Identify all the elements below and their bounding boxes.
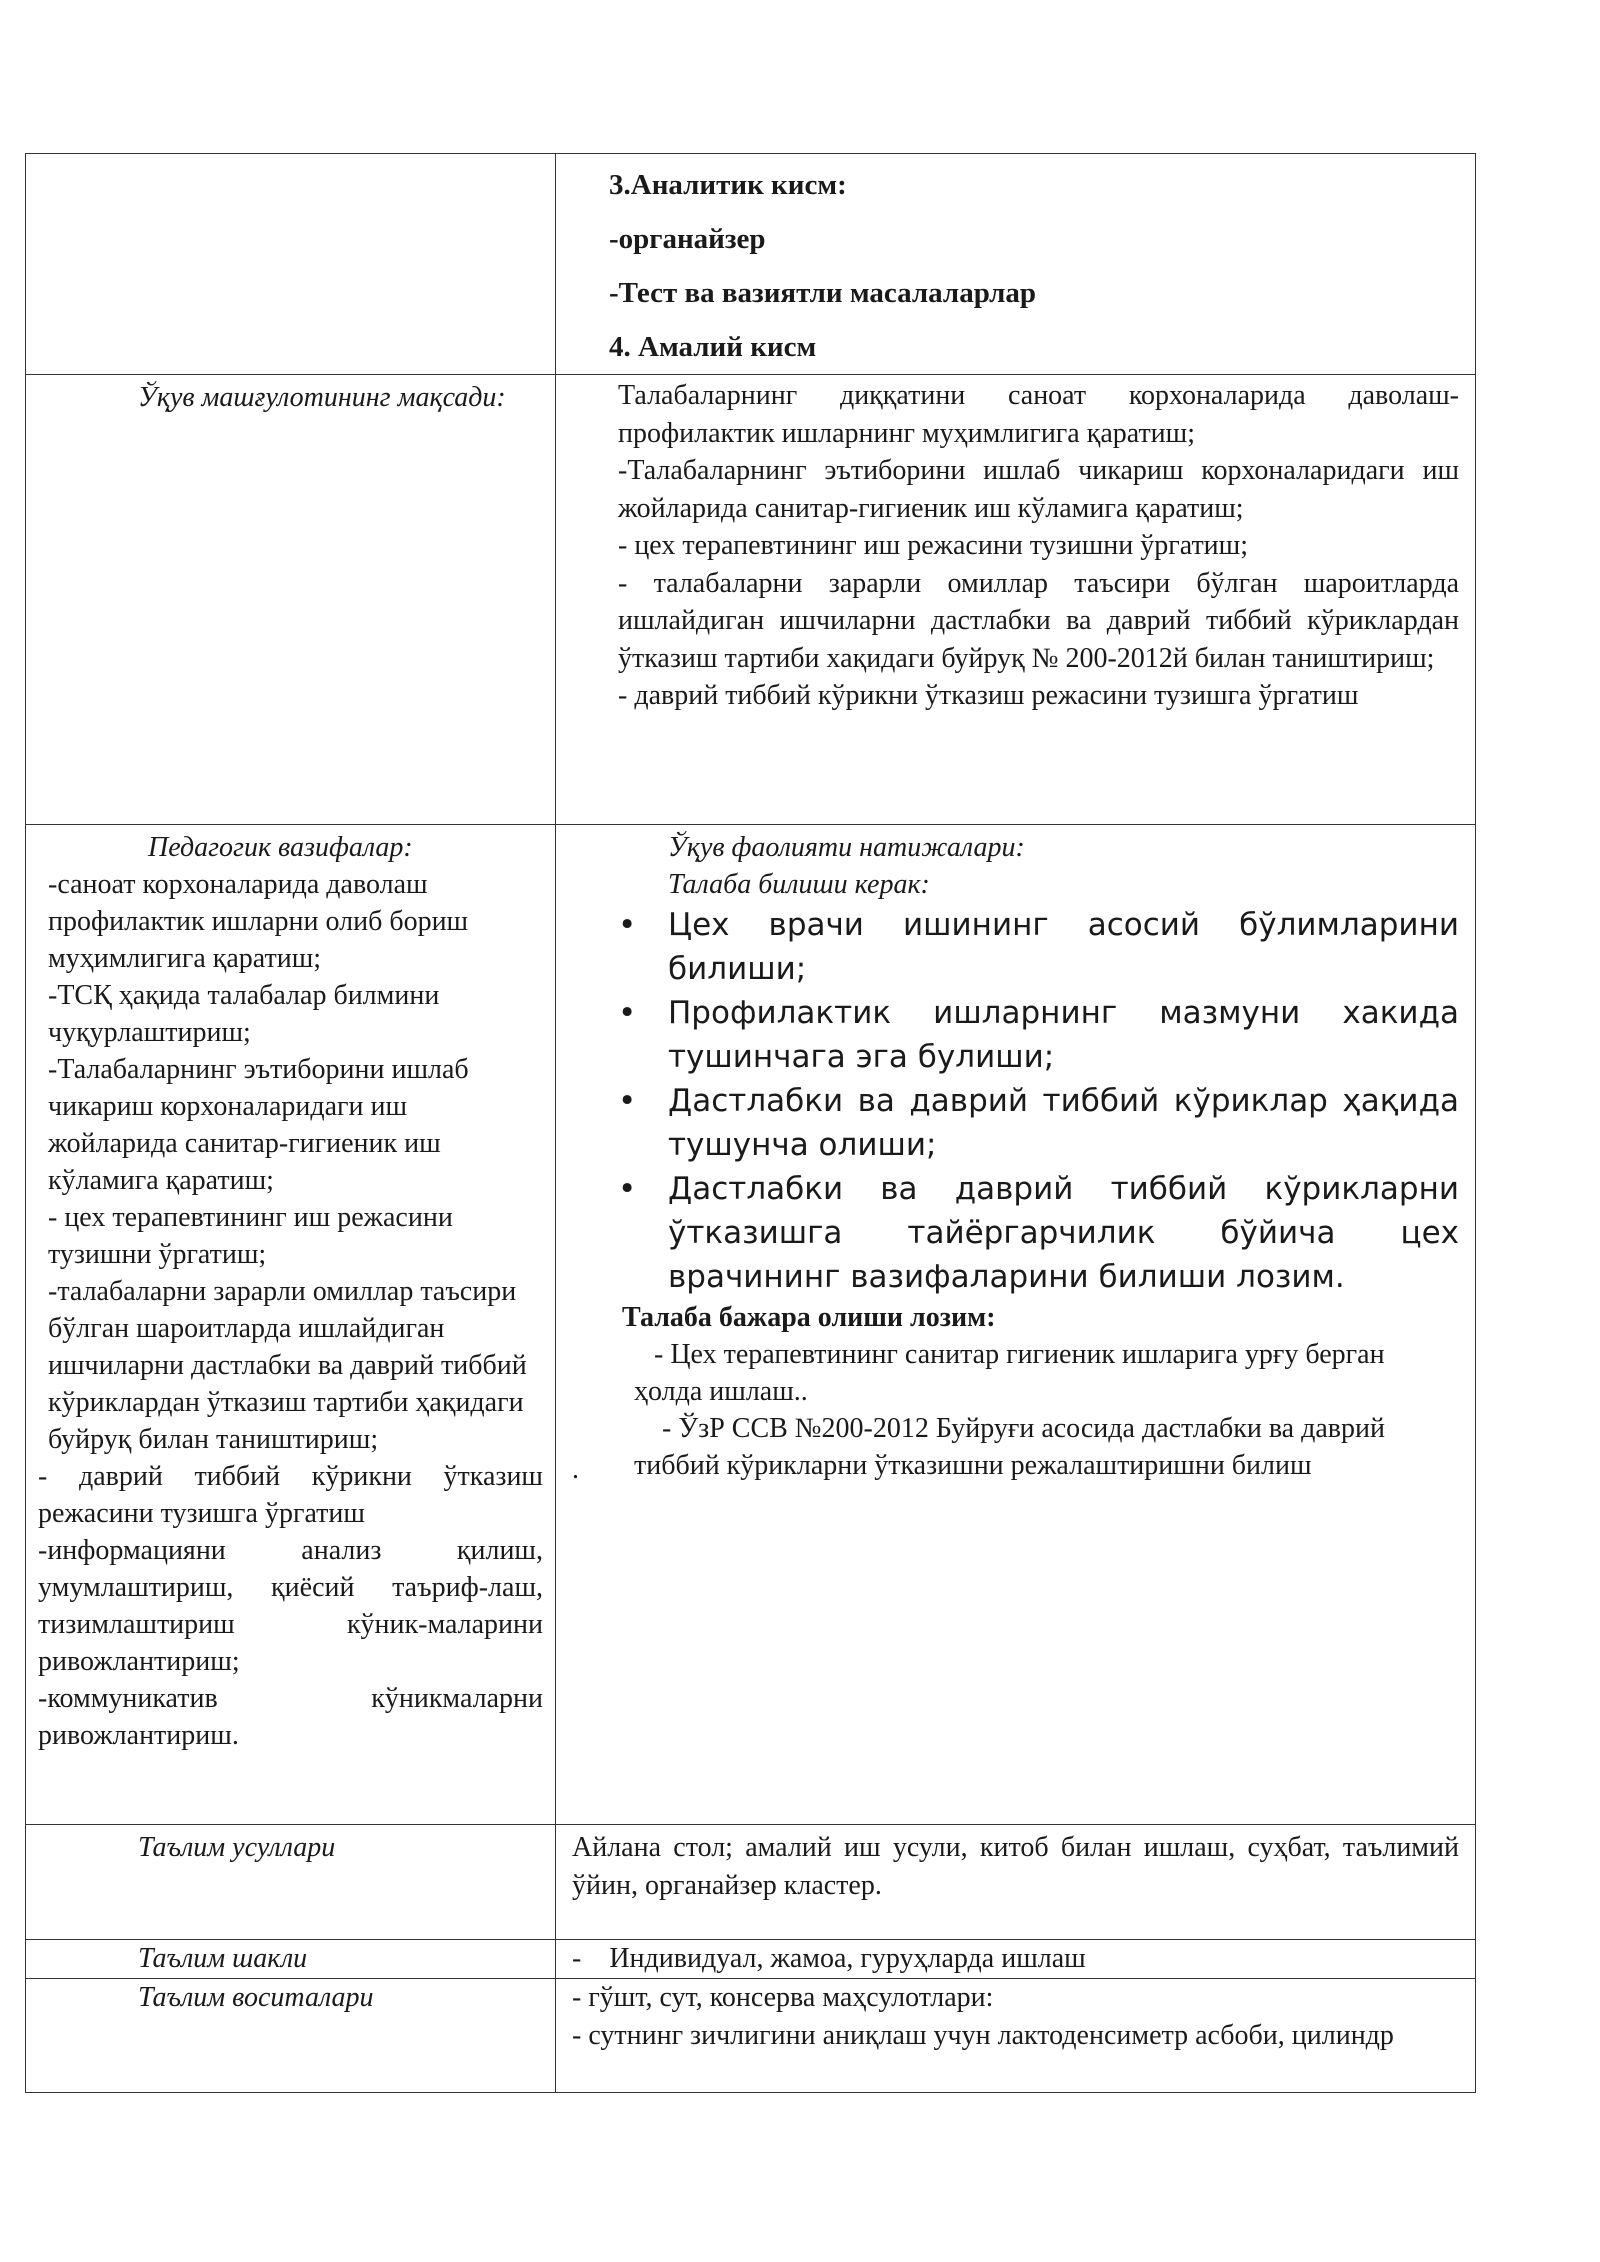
form-label-cell <box>26 1940 556 1979</box>
tools-line: - сутнинг зичлигини аниқлаш учун лактоденсиметр асбоби, цилиндр <box>572 2020 1394 2051</box>
task-item: - даврий тиббий кўрикни ўтказиш режасини тузишга ўргатиш <box>38 1461 543 1529</box>
empty-cell <box>26 154 556 375</box>
sections-cell <box>556 154 1476 375</box>
list-item: • Дастлабки ва даврий тиббий кўрикларни ўтказишга тайёргарчилик бўйича цех врачининг вазифаларини билиши лозим. <box>618 1167 1459 1299</box>
form-text-cell <box>556 1940 1476 1979</box>
table-row <box>26 375 1476 825</box>
list-item: • Цех врачи ишининг асосий бўлимларини билиши; <box>618 903 1459 991</box>
goal-label: Ўқув машғулотининг мақсади: <box>138 382 506 413</box>
document-page <box>25 153 1475 2093</box>
know-list <box>572 903 1459 1299</box>
skill-item: - Цех терапевтининг санитар гигиеник ишларига урғу берган ҳолда ишлаш.. <box>634 1339 1385 1407</box>
methods-label: Таълим усуллари <box>138 1832 336 1863</box>
tools-label: Таълим воситалари <box>138 1982 374 2013</box>
methods-text-cell <box>556 1825 1476 1940</box>
outcomes-cell <box>556 825 1476 1825</box>
goal-paragraph: - талабаларни зарарли омиллар таъсири бўлган шароитларда ишлайдиган ишчиларни дастлабки ва даврий тиббий кўриклардан ўтказиш тартиби хақидаги буйруқ № 200-2012й билан таништириш; <box>618 567 1459 674</box>
task-item: -ТСҚ ҳақида талабалар билмини чуқурлаштириш; <box>48 980 440 1048</box>
goal-label-cell <box>26 375 556 825</box>
section-line: -органайзер <box>609 223 766 255</box>
task-item: -коммуникатив кўникмаларни ривожлантириш. <box>38 1683 543 1751</box>
goal-paragraph: - цех терапевтининг иш режасини тузишни ўргатиш; <box>618 530 1248 561</box>
table-row <box>26 825 1476 1825</box>
goal-paragraph: -Талабаларнинг эътиборини ишлаб чикариш корхоналаридаги иш жойларида санитар-гигиеник иш кўламига қаратиш; <box>618 455 1459 524</box>
tasks-cell <box>26 825 556 1825</box>
table-row <box>26 1825 1476 1940</box>
goal-text-cell <box>556 375 1476 825</box>
goal-paragraph: Талабаларнинг диққатини саноат корхоналарида даволаш-профилактик ишларнинг муҳимлигига қаратиш; <box>618 380 1459 449</box>
task-item: -Талабаларнинг эътиборини ишлаб чикариш корхоналаридаги иш жойларида санитар-гигиеник иш кўламига қаратиш; <box>48 1054 469 1196</box>
section-line: 4. Амалий кисм <box>609 331 817 363</box>
tools-line: - гўшт, сут, консерва маҳсулотлари: <box>572 1982 994 2013</box>
goal-paragraph: - даврий тиббий кўрикни ўтказиш режасини тузишга ўргатиш <box>618 680 1359 711</box>
table-row <box>26 1940 1476 1979</box>
table-row <box>26 1979 1476 2093</box>
dot-mark: . <box>572 1454 579 1485</box>
skill-item: - ЎзР ССВ №200-2012 Буйруғи асосида дастлабки ва даврий тиббий кўрикларни ўтказишни режалаштиришни билиш <box>634 1413 1385 1481</box>
table-row <box>26 154 1476 375</box>
section-line: 3.Аналитик кисм: <box>609 169 847 201</box>
form-label: Таълим шакли <box>138 1943 308 1974</box>
list-item: • Дастлабки ва даврий тиббий кўриклар ҳақида тушунча олиши; <box>618 1079 1459 1167</box>
tools-text-cell <box>556 1979 1476 2093</box>
methods-label-cell <box>26 1825 556 1940</box>
tasks-label: Педагогик вазифалар: <box>148 832 413 863</box>
list-item: • Профилактик ишларнинг мазмуни хакида тушинчага эга булиши; <box>618 991 1459 1079</box>
form-text: - Индивидуал, жамоа, гуруҳларда ишлаш <box>572 1943 1086 1974</box>
section-line: -Тест ва вазиятли масалаларлар <box>609 277 1036 309</box>
can-label: Талаба бажара олиши лозим: <box>622 1302 996 1333</box>
task-item: -информацияни анализ қилиш, умумлаштириш, қиёсий таъриф-лаш, тизимлаштириш кўник-маларини ривожлантириш; <box>38 1535 543 1677</box>
task-item: - цех терапевтининг иш режасини тузишни ўргатиш; <box>48 1202 453 1270</box>
lesson-plan-table <box>25 153 1476 2093</box>
methods-text: Айлана стол; амалий иш усули, китоб билан ишлаш, суҳбат, таълимий ўйин, органайзер кластер. <box>572 1832 1459 1901</box>
task-item: -саноат корхоналарида даволаш профилактик ишларни олиб бориш муҳимлигига қаратиш; <box>48 869 469 974</box>
know-label: Талаба билиши керак: <box>668 869 930 900</box>
outcomes-label: Ўқув фаолияти натижалари: <box>668 832 1025 863</box>
tools-label-cell <box>26 1979 556 2093</box>
task-item: -талабаларни зарарли омиллар таъсири бўлган шароитларда ишлайдиган ишчиларни дастлабки ва даврий тиббий кўриклардан ўтказиш тартиби ҳақидаги буйруқ билан таништириш; <box>48 1276 527 1455</box>
